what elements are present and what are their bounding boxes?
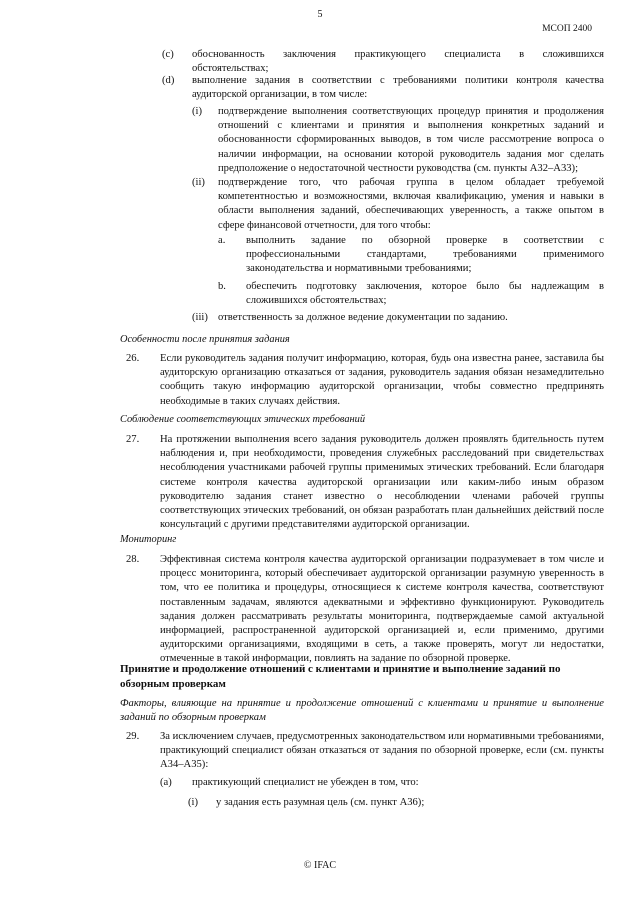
section-28-heading: Мониторинг bbox=[120, 534, 177, 545]
para-29-a-label: (a) bbox=[160, 777, 172, 788]
para-29-text: За исключением случаев, предусмотренных законодательством или нормативными требованиями, практикующий специалист обязан отказаться от задания по обзорной проверке, если (см. пункты А34–А35): bbox=[160, 731, 604, 771]
item-d-i-label: (i) bbox=[192, 106, 202, 117]
item-d-i-text: подтверждение выполнения соответствующих процедур принятия и продолжения отношений с клиентами и принятия и выполнения конкретных заданий и обоснованности сформированных выводов, в том числе рассмотрение вопроса о наличии информации, на основании которой руководитель задания мог сделать предположение о недостаточной честности руководства (см. пункты А32–А33); bbox=[218, 106, 604, 174]
para-26-number: 26. bbox=[126, 353, 140, 364]
para-29-a-i-text: у задания есть разумная цель (см. пункт А36); bbox=[216, 797, 425, 808]
section-27-heading: Соблюдение соответствующих этических требований bbox=[120, 414, 366, 425]
para-28-text: Эффективная система контроля качества аудиторской организации подразумевает в том числе и процесс мониторинга, который обеспечивает аудиторской организации разумную уверенность в том, что ее политика и процедуры, относящиеся к системе контроля качества, соответствуют поставленным задачам, являются адекватными и эффективно функционируют. Руководитель задания должен рассматривать результаты мониторинга, подтверждаемые самой актуальной информацией, распространенной аудиторской организацией и, если применимо, другими аудиторскими организациями, входящими в сеть, а также проверять, могут ли недостатки, отмеченные в такой информации, повлиять на задание по обзорной проверке. bbox=[160, 554, 604, 665]
standard-code: МСОП 2400 bbox=[542, 24, 592, 34]
item-d-ii-text: подтверждение того, что рабочая группа в целом обладает требуемой компетентностью и возможностями, включая квалификацию, умения и навыки в области выполнения заданий, обеспечивающих уверенность, а также опытом в сфере финансовой отчетности, для того чтобы: bbox=[218, 177, 604, 231]
item-c-label: (c) bbox=[162, 49, 174, 60]
item-d-ii-b-text: обеспечить подготовку заключения, которое было бы надлежащим в сложившихся обстоятельствах; bbox=[246, 281, 604, 307]
para-29-a-text: практикующий специалист не убежден в том, что: bbox=[192, 777, 419, 788]
main-heading: Принятие и продолжение отношений с клиентами и принятие и выполнение заданий по обзорным проверкам bbox=[120, 663, 561, 690]
item-d-label: (d) bbox=[162, 75, 175, 86]
para-27-number: 27. bbox=[126, 434, 140, 445]
para-29-a-i-label: (i) bbox=[188, 797, 198, 808]
item-d-ii-a-text: выполнить задание по обзорной проверке в соответствии с профессиональными стандартами, требованиями применимого законодательства и нормативными требованиями; bbox=[246, 235, 604, 275]
page-number: 5 bbox=[317, 9, 323, 20]
para-27-text: На протяжении выполнения всего задания руководитель должен проявлять бдительность путем наблюдения и, при необходимости, проведения служебных расследований при свидетельствах несоблюдения участниками рабочей группы применимых этических требований. Если благодаря системе контроля качества аудиторской организации или каким-либо иным образом руководителю задания станет известно о несоблюдении членами рабочей группы соответствующих этических требований, он обязан разработать план дальнейших действий после консультаций с другими представителями аудиторской организации. bbox=[160, 434, 604, 531]
footer-copyright: © IFAC bbox=[303, 860, 337, 871]
section-26-heading: Особенности после принятия задания bbox=[120, 334, 290, 345]
para-26-text: Если руководитель задания получит информацию, которая, будь она известна ранее, заставила бы аудиторскую организацию отказаться от задания, руководитель задания обязан незамедлительно сообщить такую информацию аудиторской организации, чтобы совместно предпринять необходимые в таких случаях действия. bbox=[160, 353, 604, 407]
item-d-iii-text: ответственность за должное ведение документации по заданию. bbox=[218, 312, 508, 323]
item-d-ii-label: (ii) bbox=[192, 177, 205, 188]
para-28-number: 28. bbox=[126, 554, 140, 565]
para-29-number: 29. bbox=[126, 731, 140, 742]
item-d-ii-a-label: a. bbox=[218, 235, 226, 246]
sub-heading: Факторы, влияющие на принятие и продолжение отношений с клиентами и принятие и выполнение заданий по обзорным проверкам bbox=[120, 698, 604, 723]
item-d-text: выполнение задания в соответствии с требованиями политики контроля качества аудиторской организации, в том числе: bbox=[192, 75, 604, 101]
item-d-ii-b-label: b. bbox=[218, 281, 226, 292]
item-c-text: обоснованность заключения практикующего специалиста в сложившихся обстоятельствах; bbox=[192, 49, 604, 75]
item-d-iii-label: (iii) bbox=[192, 312, 208, 323]
